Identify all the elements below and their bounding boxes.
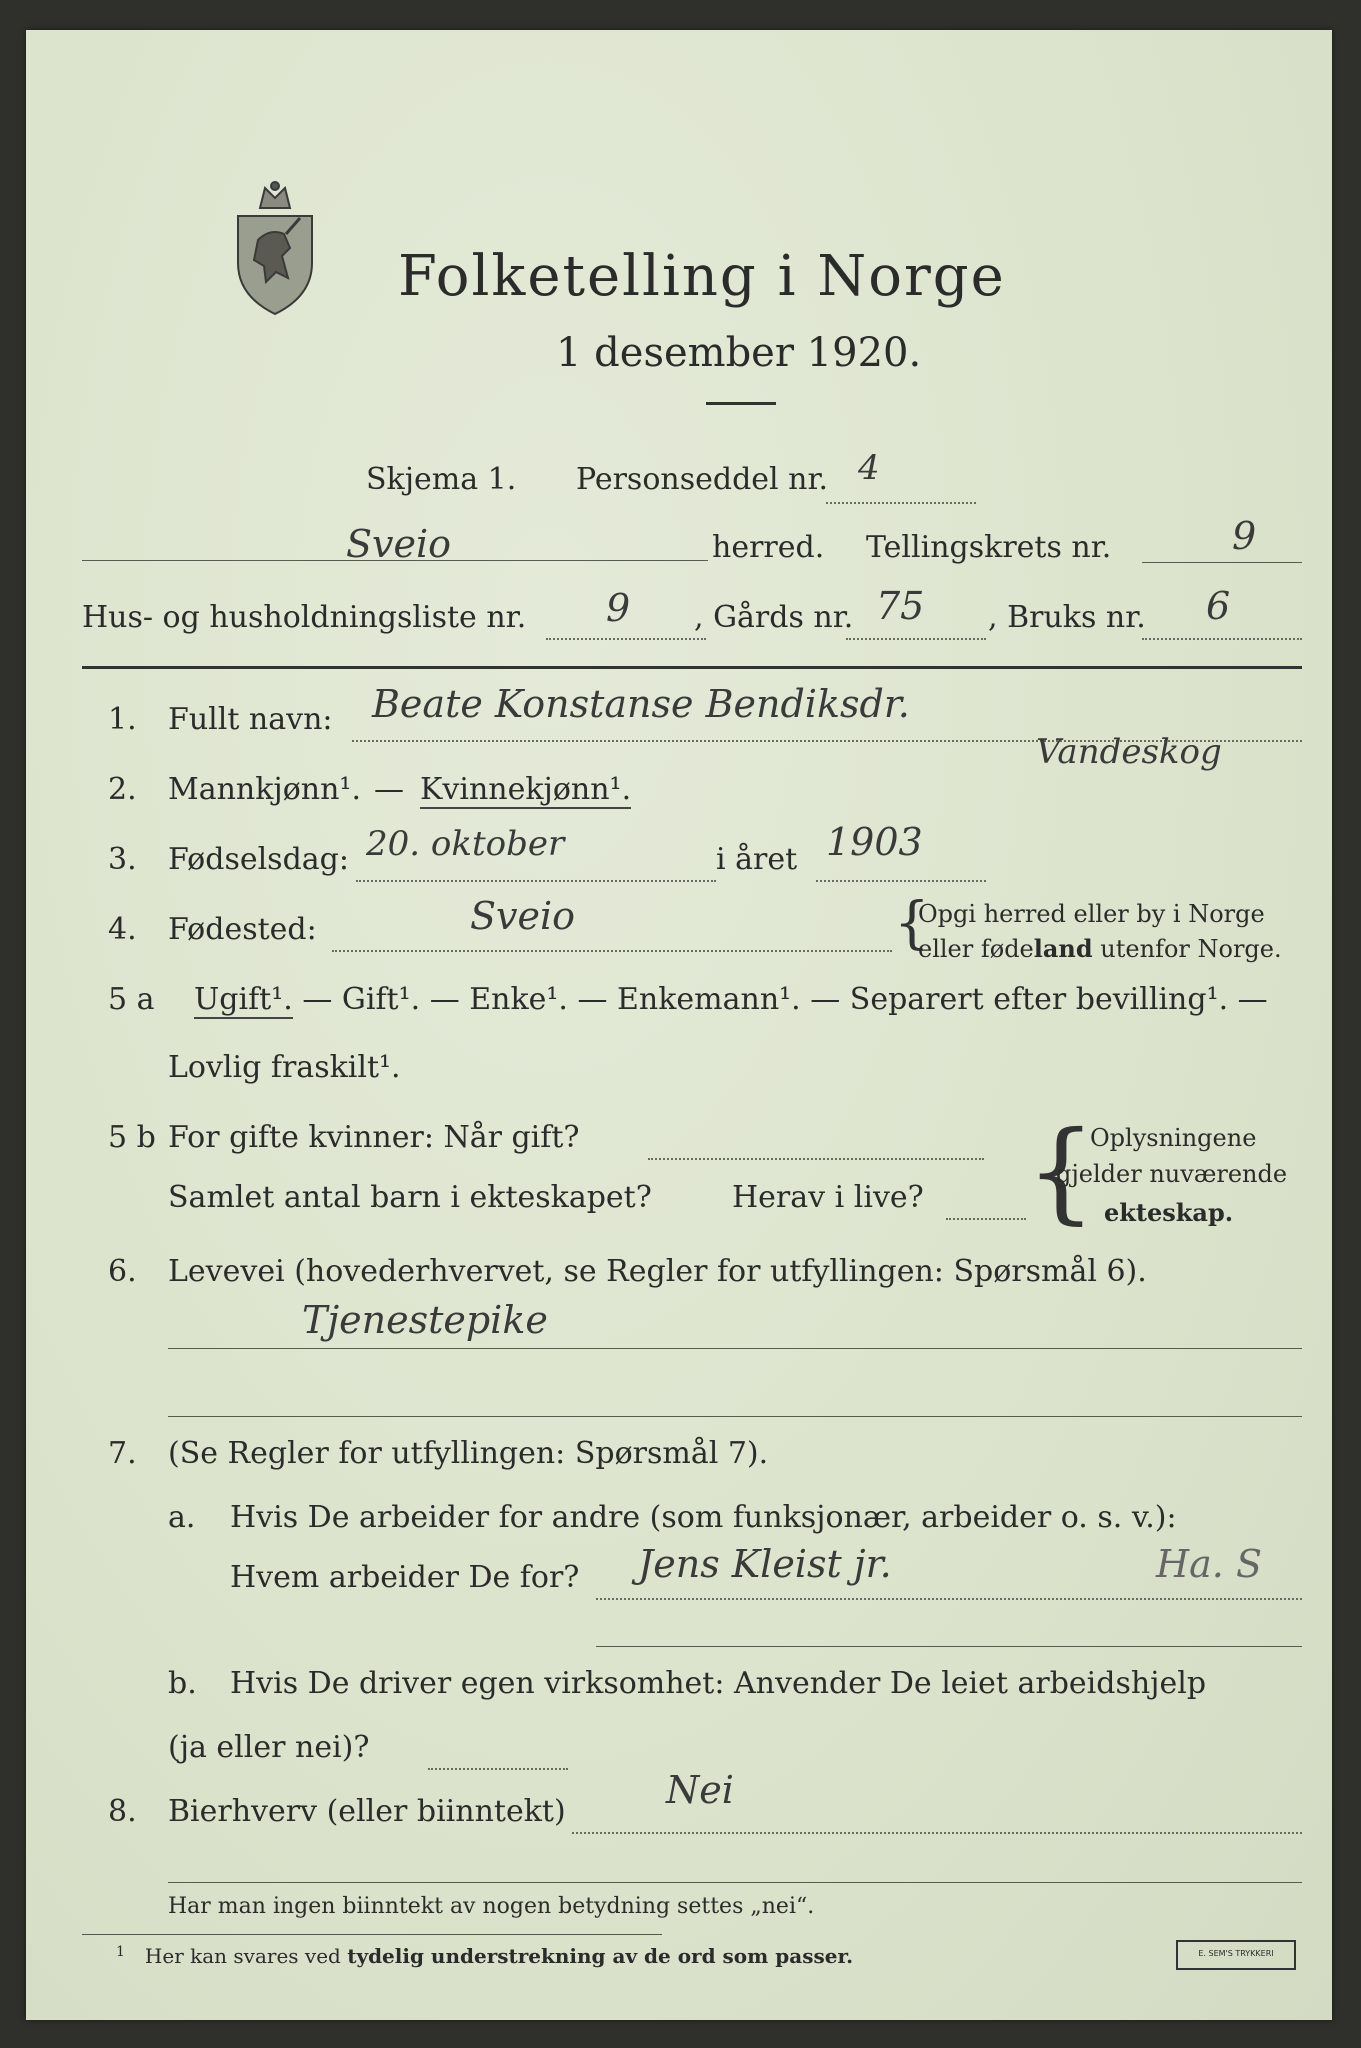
footnote-separator: [82, 1934, 662, 1935]
q5b-married-line: [648, 1158, 984, 1160]
tellingskrets-value: 9: [1232, 514, 1257, 558]
q8-value: Nei: [666, 1768, 734, 1812]
q5a-line2: Lovlig fraskilt¹.: [168, 1050, 401, 1085]
hus-label: Hus- og husholdningsliste nr.: [82, 600, 527, 635]
q4-note2-b: land: [1033, 934, 1093, 963]
q7b-label2: (ja eller nei)?: [168, 1730, 370, 1765]
q5b-brace: {: [1026, 1107, 1096, 1235]
q5b-alive-line: [946, 1218, 1026, 1220]
q4-note2-c: utenfor Norge.: [1092, 935, 1282, 963]
skjema-label: Skjema 1.: [366, 462, 517, 497]
bruks-label: , Bruks nr.: [988, 600, 1146, 635]
q4-note2-a: eller føde: [918, 935, 1034, 963]
q4-number: 4.: [108, 912, 137, 947]
q7b-line: [428, 1768, 568, 1770]
footnote-number: 1: [116, 1944, 125, 1960]
q3-year-line: [816, 880, 986, 882]
q4-label: Fødested:: [168, 912, 317, 947]
nei-note: Har man ingen biinntekt av nogen betydning settes „nei“.: [168, 1894, 815, 1919]
q7a-label2: Hvem arbeider De for?: [230, 1560, 580, 1595]
q5b-note2: gjelder nuværende: [1056, 1160, 1288, 1188]
q3-year-value: 1903: [826, 820, 923, 864]
norwegian-coat-of-arms-icon: [230, 178, 320, 318]
q5a-options: [194, 982, 1268, 1017]
q8-line2: [168, 1882, 1302, 1883]
printer-stamp-text: E. SEM'S TRYKKERI: [1198, 1949, 1274, 1958]
q5b-note3: ekteskap.: [1104, 1198, 1234, 1227]
q3-day-value: 20. oktober: [366, 824, 565, 864]
footnote: [116, 1944, 853, 1968]
bruks-line: [1142, 638, 1302, 640]
bruks-value: 6: [1206, 584, 1231, 628]
q5a-number: 5 a: [108, 982, 155, 1017]
printer-stamp: [1176, 1940, 1296, 1970]
q2-number: 2.: [108, 772, 137, 807]
herred-label: herred.: [712, 530, 825, 565]
q1-value: Beate Konstanse Bendiksdr.: [372, 682, 910, 726]
q7b-label: Hvis De driver egen virksomhet: Anvender De leiet arbeidshjelp: [230, 1666, 1207, 1701]
q6-line1: [168, 1348, 1302, 1349]
census-date: 1 desember 1920.: [556, 330, 922, 376]
q7a-label: Hvis De arbeider for andre (som funksjonær, arbeider o. s. v.):: [230, 1500, 1177, 1535]
q5b-number: 5 b: [108, 1120, 156, 1155]
gards-label: , Gårds nr.: [694, 600, 854, 635]
hus-value: 9: [606, 586, 631, 630]
q2-male: Mannkjønn¹.: [168, 772, 361, 807]
title-divider: [706, 402, 776, 405]
personseddel-line: [826, 502, 976, 504]
q1-value-surname: Vandeskog: [1036, 732, 1222, 772]
personseddel-label: Personseddel nr.: [576, 462, 829, 497]
q7a-number: a.: [168, 1500, 196, 1535]
q7b-number: b.: [168, 1666, 197, 1701]
herred-value: Sveio: [346, 522, 452, 566]
q5b-note1: Oplysningene: [1090, 1124, 1257, 1152]
q8-label: Bierhverv (eller biinntekt): [168, 1794, 566, 1829]
footnote-text-a: Her kan svares ved: [144, 1944, 348, 1968]
q7a-value2: Ha. S: [1156, 1542, 1262, 1586]
q5b-label2: Samlet antal barn i ekteskapet?: [168, 1180, 652, 1215]
q2-female-underlined: Kvinnekjønn¹.: [420, 772, 632, 807]
header-separator: [82, 666, 1302, 669]
q1-label: Fullt navn:: [168, 702, 333, 737]
q8-number: 8.: [108, 1794, 137, 1829]
q7a-value: Jens Kleist jr.: [638, 1542, 892, 1586]
census-form-page: [26, 30, 1332, 2020]
gards-value: 75: [876, 584, 925, 628]
q6-number: 6.: [108, 1254, 137, 1289]
gards-line: [846, 638, 986, 640]
q4-note-line1: Opgi herred eller by i Norge: [918, 900, 1265, 928]
q5b-label3: Herav i live?: [732, 1180, 924, 1215]
q5a-ugift-underlined: Ugift¹.: [194, 982, 293, 1017]
q8-line: [572, 1832, 1302, 1834]
q4-value: Sveio: [470, 894, 576, 938]
form-title: Folketelling i Norge: [398, 244, 1006, 309]
q3-day-line: [356, 880, 716, 882]
q7-number: 7.: [108, 1436, 137, 1471]
q4-brace: {: [894, 891, 930, 956]
q7a-line: [596, 1598, 1302, 1600]
q5a-rest: — Gift¹. — Enke¹. — Enkemann¹. — Separert efter bevilling¹. —: [292, 982, 1268, 1017]
q3-number: 3.: [108, 842, 137, 877]
q3-label: Fødselsdag:: [168, 842, 349, 877]
q5b-label: For gifte kvinner: Når gift?: [168, 1120, 580, 1155]
tellingskrets-label: Tellingskrets nr.: [866, 530, 1112, 565]
tellingskrets-line: [1142, 562, 1302, 563]
q4-line: [332, 950, 892, 952]
footnote-text-b: tydelig understrekning av de ord som passer.: [347, 1944, 854, 1968]
q4-note-line2: [918, 934, 1282, 963]
hus-line: [546, 638, 706, 640]
personseddel-value: 4: [858, 448, 880, 488]
q7a-line2: [596, 1646, 1302, 1647]
q7-label: (Se Regler for utfyllingen: Spørsmål 7).: [168, 1436, 769, 1471]
q6-value: Tjenestepike: [302, 1298, 548, 1342]
q2-separator: —: [374, 772, 404, 807]
q6-label: Levevei (hovederhvervet, se Regler for utfyllingen: Spørsmål 6).: [168, 1254, 1147, 1289]
q3-year-label: i året: [716, 842, 798, 877]
q1-number: 1.: [108, 702, 137, 737]
q6-line2: [168, 1416, 1302, 1417]
